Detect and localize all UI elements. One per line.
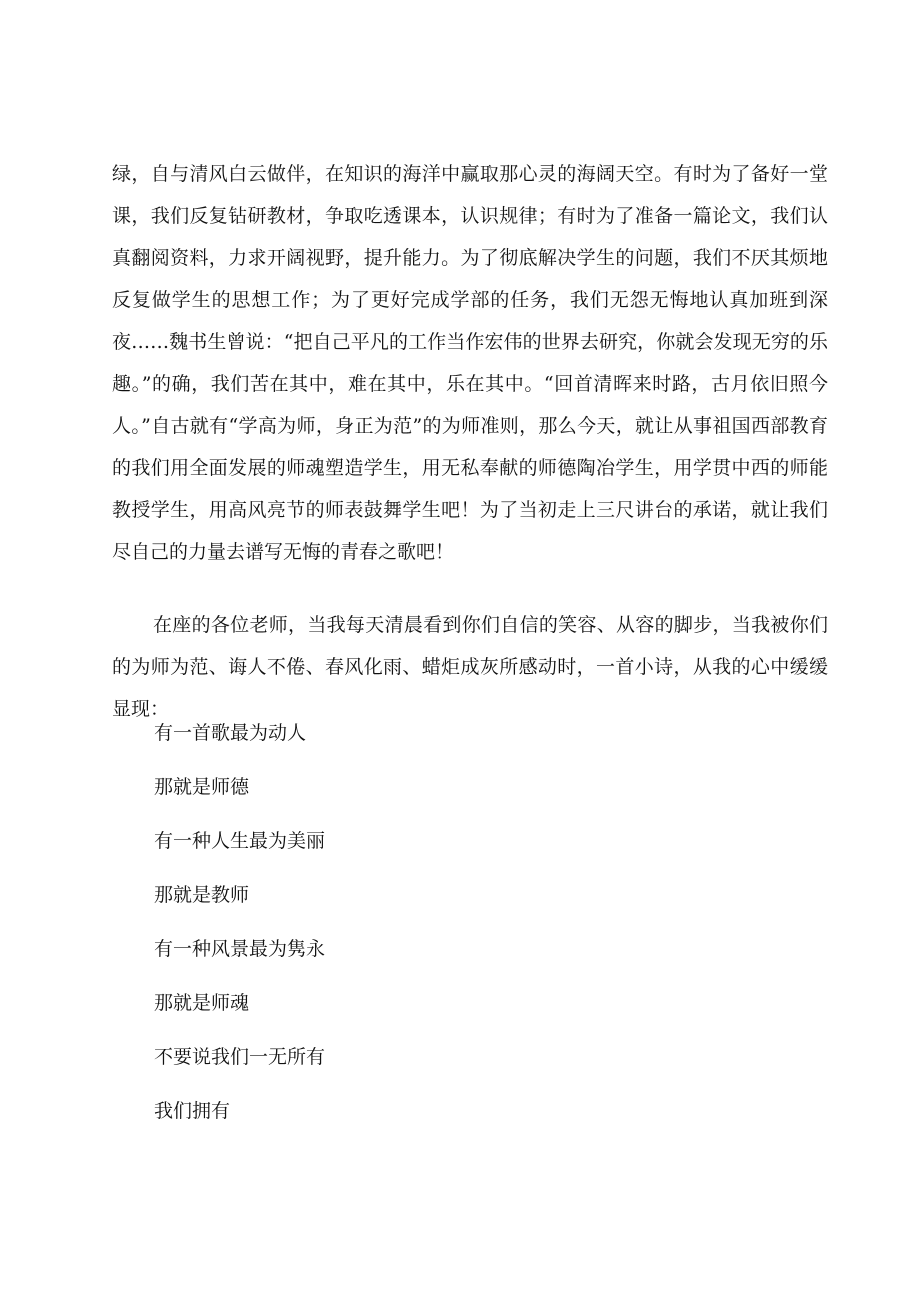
poem-line-6: 那就是师魂	[154, 992, 250, 1014]
poem-line-8: 我们拥有	[154, 1100, 231, 1122]
poem	[154, 712, 325, 1144]
poem-line-7: 不要说我们一无所有	[154, 1046, 326, 1068]
poem-line-2: 那就是师德	[154, 776, 250, 798]
body-paragraph-2: 在座的各位老师，当我每天清晨看到你们自信的笑容、从容的脚步，当我被你们的为师为范、诲人不倦、春风化雨、蜡炬成灰所感动时，一首小诗，从我的心中缓缓显现：	[112, 614, 828, 720]
poem-line-4: 那就是教师	[154, 884, 250, 906]
poem-line-5: 有一种风景最为隽永	[154, 938, 326, 960]
poem-line-3: 有一种人生最为美丽	[154, 830, 326, 852]
body-paragraph-1: 绿，自与清风白云做伴，在知识的海洋中赢取那心灵的海阔天空。有时为了备好一堂课，我们反复钻研教材，争取吃透课本，认识规律；有时为了准备一篇论文，我们认真翻阅资料，力求开阔视野，提升能力。为了彻底解决学生的问题，我们不厌其烦地反复做学生的思想工作；为了更好完成学部的任务，我们无怨无悔地认真加班到深夜……魏书生曾说：“把自己平凡的工作当作宏伟的世界去研究，你就会发现无穷的乐趣。”的确，我们苦在其中，难在其中，乐在其中。“回首清晖来时路，古月依旧照今人。”自古就有“学高为师，身正为范”的为师准则，那么今天，就让从事祖国西部教育的我们用全面发展的师魂塑造学生，用无私奉献的师德陶冶学生，用学贯中西的师能教授学生，用高风亮节的师表鼓舞学生吧！为了当初走上三尺讲台的承诺，就让我们尽自己的力量去谱写无悔的青春之歌吧！	[112, 163, 828, 563]
poem-line-1: 有一首歌最为动人	[154, 722, 307, 744]
